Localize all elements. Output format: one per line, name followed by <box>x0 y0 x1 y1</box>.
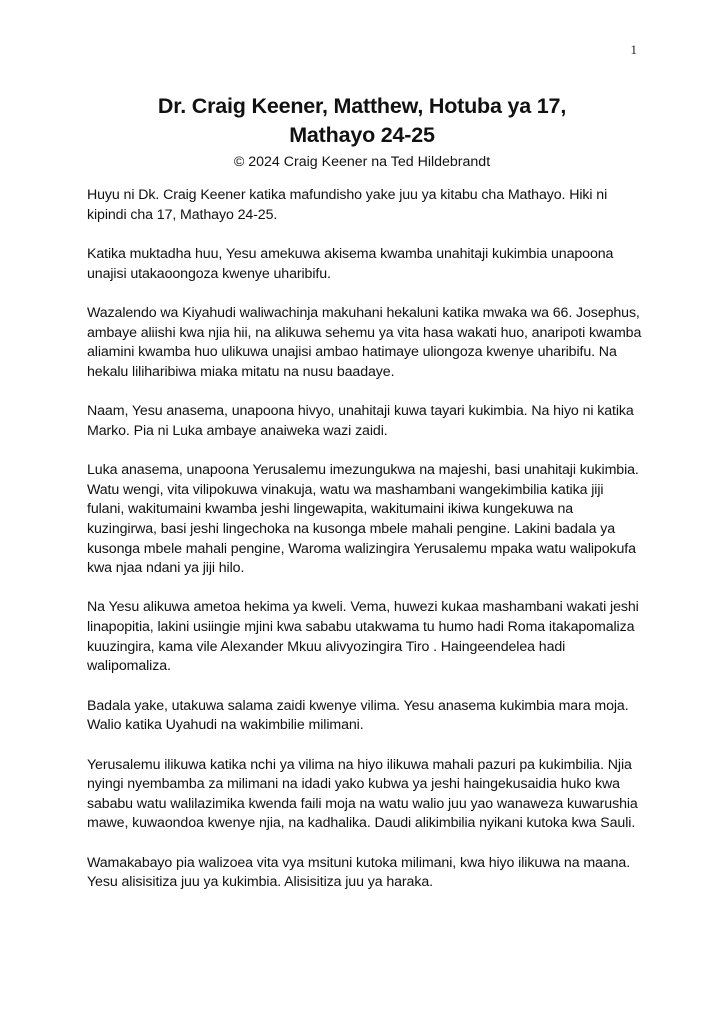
title-line-1: Dr. Craig Keener, Matthew, Hotuba ya 17, <box>157 94 567 118</box>
page-number: 1 <box>630 42 637 57</box>
paragraph: Wazalendo wa Kiyahudi waliwachinja makuhani hekaluni katika mwaka wa 66. Josephus, ambaye aliishi kwa njia hii, na alikuwa sehemu ya vita hasa wakati huo, anaripoti kwamba aliamini kwamba huo ulikuwa unajisi ambao hatimaye uliongoza kwenye uharibifu. Na hekalu liliharibiwa miaka mitatu na nusu baadaye. <box>87 304 642 380</box>
paragraph: Wamakabayo pia walizoea vita vya msituni kutoka milimani, kwa hiyo ilikuwa na maana. Yesu alisisitiza juu ya kukimbia. Alisisitiza juu ya haraka. <box>87 854 631 891</box>
copyright-line: © 2024 Craig Keener na Ted Hildebrandt <box>233 154 491 170</box>
paragraph: Badala yake, utakuwa salama zaidi kwenye vilima. Yesu anasema kukimbia mara moja. Walio katika Uyahudi na wakimbilie milimani. <box>87 697 629 734</box>
paragraph: Na Yesu alikuwa ametoa hekima ya kweli. Vema, huwezi kukaa mashambani wakati jeshi linapopitia, lakini usiingie mjini kwa sababu utakwama tu humo hadi Roma itakapomaliza kuuzingira, kama vile Alexander Mkuu alivyozingira Tiro . Haingeendelea hadi walipomaliza. <box>87 599 639 675</box>
paragraph: Katika muktadha huu, Yesu amekuwa akisema kwamba unahitaji kukimbia unapoona unajisi utakaoongoza kwenye uharibifu. <box>87 245 614 282</box>
paragraph: Naam, Yesu anasema, unapoona hivyo, unahitaji kuwa tayari kukimbia. Na hiyo ni katika Marko. Pia ni Luka ambaye anaiweka wazi zaidi. <box>87 403 634 439</box>
paragraph: Luka anasema, unapoona Yerusalemu imezungukwa na majeshi, basi unahitaji kukimbia. Watu wengi, vita vilipokuwa vinakuja, watu wa mashambani wangekimbilia katika jiji fulani, wakitumaini kwamba jeshi lingewapita, wakitumaini ikiwa kungekuwa na kuzingirwa, basi jeshi lingechoka na kusonga mbele mahali pengine. Lakini badala ya kusonga mbele mahali pengine, Waroma walizingira Yerusalemu mpaka watu walipokufa kwa njaa ndani ya jiji hilo. <box>87 462 639 577</box>
title-line-2: Mathayo 24-25 <box>289 123 435 147</box>
document-header <box>84 92 640 172</box>
paragraph: Yerusalemu ilikuwa katika nchi ya vilima na hiyo ilikuwa mahali pazuri pa kukimbilia. Njia nyingi nyembamba za milimani na idadi yako kubwa ya jeshi haingekusaidia huko kwa sababu watu walilazimika kwenda faili moja na watu walio juu yao wanaweza kuwarushia mawe, kuwaondoa kwenye njia, na kadhalika. Daudi alikimbilia nyikani kutoka kwa Sauli. <box>87 756 638 832</box>
paragraph: Huyu ni Dk. Craig Keener katika mafundisho yake juu ya kitabu cha Mathayo. Hiki ni kipindi cha 17, Mathayo 24-25. <box>87 187 608 223</box>
document-body <box>87 186 643 913</box>
document-title <box>84 92 640 150</box>
